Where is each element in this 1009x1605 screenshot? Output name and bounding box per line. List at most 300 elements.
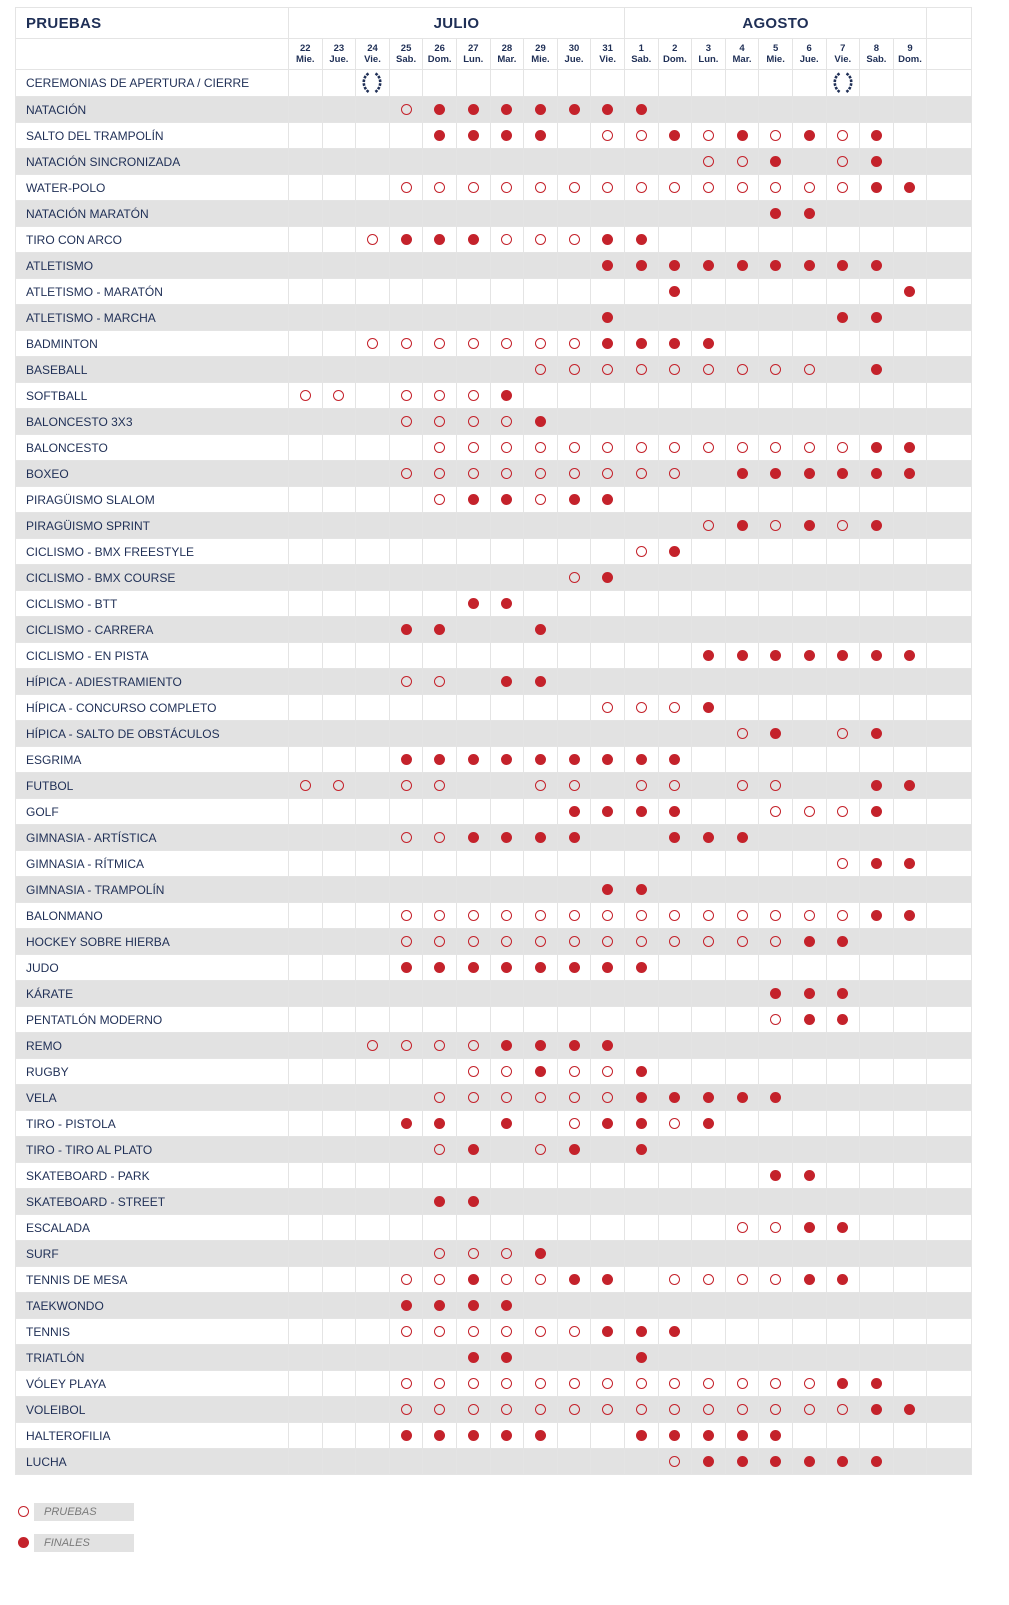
day-cell — [692, 1267, 726, 1293]
day-cell — [658, 357, 692, 383]
event-name: SKATEBOARD - PARK — [16, 1163, 289, 1189]
day-cell — [389, 1319, 423, 1345]
day-cell — [692, 513, 726, 539]
day-cell — [490, 201, 524, 227]
event-name: GOLF — [16, 799, 289, 825]
day-cell — [423, 253, 457, 279]
day-cell — [322, 1059, 356, 1085]
day-weekday: Sab. — [631, 54, 652, 65]
day-cell — [389, 70, 423, 97]
day-cell — [893, 565, 927, 591]
day-cell — [423, 461, 457, 487]
day-number: 9 — [907, 43, 913, 54]
event-marker-open — [602, 1066, 613, 1077]
day-cell — [289, 70, 323, 97]
final-marker-filled — [636, 884, 647, 895]
day-cell — [658, 695, 692, 721]
day-cell — [860, 305, 894, 331]
day-cell — [826, 877, 860, 903]
day-cell — [389, 799, 423, 825]
event-marker-open — [535, 1274, 546, 1285]
day-cell — [356, 1449, 390, 1475]
row-tail — [927, 929, 972, 955]
event-marker-open — [737, 182, 748, 193]
final-marker-filled — [636, 260, 647, 271]
day-cell — [624, 1085, 658, 1111]
day-cell — [658, 903, 692, 929]
day-cell — [356, 305, 390, 331]
event-marker-open — [703, 1404, 714, 1415]
final-marker-filled — [770, 208, 781, 219]
day-cell — [322, 175, 356, 201]
day-cell — [289, 929, 323, 955]
event-marker-open — [535, 182, 546, 193]
final-marker-filled — [401, 1300, 412, 1311]
day-cell — [524, 1345, 558, 1371]
day-cell — [524, 70, 558, 97]
day-cell — [322, 1137, 356, 1163]
day-cell — [322, 565, 356, 591]
event-name: KÁRATE — [16, 981, 289, 1007]
day-cell — [826, 1111, 860, 1137]
day-cell — [456, 357, 490, 383]
event-marker-open — [468, 1404, 479, 1415]
event-name: ATLETISMO - MARATÓN — [16, 279, 289, 305]
day-cell — [322, 929, 356, 955]
day-cell — [289, 383, 323, 409]
row-tail — [927, 825, 972, 851]
day-cell — [524, 1137, 558, 1163]
day-cell — [322, 1397, 356, 1423]
day-cell — [557, 1215, 591, 1241]
final-marker-filled — [401, 624, 412, 635]
event-marker-open — [300, 390, 311, 401]
event-marker-open — [804, 442, 815, 453]
day-cell — [456, 513, 490, 539]
day-cell — [624, 773, 658, 799]
event-marker-open — [770, 806, 781, 817]
day-cell — [289, 149, 323, 175]
event-marker-open — [602, 442, 613, 453]
day-weekday: Mie. — [296, 54, 315, 65]
day-cell — [826, 851, 860, 877]
day-cell — [826, 149, 860, 175]
day-cell — [624, 1007, 658, 1033]
event-marker-open — [468, 1092, 479, 1103]
day-cell — [792, 409, 826, 435]
event-marker-open — [837, 858, 848, 869]
day-cell — [860, 487, 894, 513]
day-cell — [759, 357, 793, 383]
day-cell — [322, 1085, 356, 1111]
day-cell — [591, 149, 625, 175]
day-cell — [557, 1423, 591, 1449]
event-name: GIMNASIA - ARTÍSTICA — [16, 825, 289, 851]
day-cell — [725, 1059, 759, 1085]
day-cell — [389, 1059, 423, 1085]
day-cell — [624, 695, 658, 721]
event-marker-open — [367, 1040, 378, 1051]
event-name: JUDO — [16, 955, 289, 981]
day-cell — [389, 201, 423, 227]
final-marker-filled — [703, 260, 714, 271]
month-header: AGOSTO — [624, 8, 926, 39]
day-cell — [557, 175, 591, 201]
day-cell — [322, 1163, 356, 1189]
day-cell — [624, 799, 658, 825]
row-tail — [927, 357, 972, 383]
day-cell — [860, 513, 894, 539]
day-cell — [524, 1189, 558, 1215]
day-cell — [792, 1111, 826, 1137]
day-cell — [289, 201, 323, 227]
event-marker-open — [569, 1092, 580, 1103]
day-cell — [692, 175, 726, 201]
day-cell — [692, 1215, 726, 1241]
event-marker-open — [703, 442, 714, 453]
event-row — [16, 721, 972, 747]
day-cell — [524, 123, 558, 149]
final-marker-filled — [703, 1118, 714, 1129]
day-cell — [490, 227, 524, 253]
event-marker-open — [737, 442, 748, 453]
day-cell — [826, 617, 860, 643]
event-marker-open — [535, 234, 546, 245]
final-marker-filled — [602, 1326, 613, 1337]
event-marker-open — [669, 1118, 680, 1129]
event-row — [16, 1319, 972, 1345]
event-marker-open — [468, 1326, 479, 1337]
event-row — [16, 591, 972, 617]
day-cell — [557, 643, 591, 669]
day-cell — [423, 1215, 457, 1241]
day-cell — [356, 955, 390, 981]
day-cell — [826, 1345, 860, 1371]
day-cell — [893, 149, 927, 175]
event-marker-open — [737, 728, 748, 739]
day-cell — [725, 877, 759, 903]
day-cell — [389, 643, 423, 669]
day-header — [860, 39, 894, 70]
event-row — [16, 747, 972, 773]
row-tail — [927, 695, 972, 721]
final-marker-filled — [535, 1040, 546, 1051]
event-marker-open — [636, 702, 647, 713]
day-cell — [692, 643, 726, 669]
day-cell — [490, 1449, 524, 1475]
final-marker-filled — [468, 832, 479, 843]
day-cell — [289, 331, 323, 357]
row-tail — [927, 70, 972, 97]
event-marker-open — [401, 416, 412, 427]
day-cell — [792, 1163, 826, 1189]
day-cell — [490, 123, 524, 149]
day-cell — [524, 487, 558, 513]
day-number: 25 — [400, 43, 412, 54]
day-cell — [826, 175, 860, 201]
day-cell — [624, 1397, 658, 1423]
day-cell — [289, 487, 323, 513]
day-cell — [860, 903, 894, 929]
day-cell — [893, 825, 927, 851]
event-marker-open — [401, 1378, 412, 1389]
event-name: CICLISMO - EN PISTA — [16, 643, 289, 669]
day-cell — [725, 409, 759, 435]
day-cell — [658, 669, 692, 695]
final-marker-filled — [871, 650, 882, 661]
day-cell — [624, 877, 658, 903]
event-marker-open — [569, 1326, 580, 1337]
event-marker-open — [770, 182, 781, 193]
day-cell — [524, 903, 558, 929]
day-cell — [524, 279, 558, 305]
day-cell — [557, 617, 591, 643]
day-cell — [826, 1319, 860, 1345]
final-marker-filled — [602, 572, 613, 583]
day-cell — [289, 461, 323, 487]
row-tail — [927, 565, 972, 591]
row-tail — [927, 1007, 972, 1033]
final-marker-filled — [804, 988, 815, 999]
event-name: VÓLEY PLAYA — [16, 1371, 289, 1397]
event-name: BASEBALL — [16, 357, 289, 383]
day-cell — [658, 565, 692, 591]
day-cell — [725, 617, 759, 643]
day-cell — [524, 97, 558, 123]
day-cell — [692, 253, 726, 279]
day-cell — [490, 903, 524, 929]
day-number: 6 — [806, 43, 812, 54]
day-cell — [692, 435, 726, 461]
day-cell — [356, 487, 390, 513]
final-marker-filled — [535, 416, 546, 427]
day-cell — [356, 851, 390, 877]
event-row — [16, 331, 972, 357]
day-cell — [557, 1085, 591, 1111]
day-cell — [490, 1397, 524, 1423]
day-cell — [456, 253, 490, 279]
day-cell — [624, 565, 658, 591]
day-cell — [557, 1345, 591, 1371]
final-marker-filled — [468, 104, 479, 115]
day-cell — [423, 1189, 457, 1215]
final-marker-filled — [871, 728, 882, 739]
final-marker-filled — [569, 806, 580, 817]
day-cell — [725, 565, 759, 591]
day-cell — [792, 305, 826, 331]
day-cell — [725, 825, 759, 851]
event-name: TENNIS DE MESA — [16, 1267, 289, 1293]
day-cell — [860, 591, 894, 617]
day-cell — [624, 461, 658, 487]
row-tail — [927, 851, 972, 877]
day-cell — [792, 1345, 826, 1371]
day-cell — [658, 305, 692, 331]
event-marker-open — [636, 1404, 647, 1415]
day-cell — [725, 1111, 759, 1137]
event-marker-open — [770, 936, 781, 947]
day-cell — [524, 1397, 558, 1423]
day-cell — [792, 1241, 826, 1267]
day-cell — [389, 1423, 423, 1449]
event-row — [16, 227, 972, 253]
day-cell — [423, 877, 457, 903]
event-name: HÍPICA - SALTO DE OBSTÁCULOS — [16, 721, 289, 747]
day-cell — [893, 409, 927, 435]
final-marker-filled — [434, 234, 445, 245]
day-cell — [557, 981, 591, 1007]
day-weekday: Jue. — [329, 54, 349, 65]
day-header — [389, 39, 423, 70]
day-cell — [624, 409, 658, 435]
day-cell — [289, 539, 323, 565]
day-cell — [356, 591, 390, 617]
day-cell — [356, 149, 390, 175]
day-cell — [692, 1189, 726, 1215]
day-cell — [389, 1163, 423, 1189]
final-marker-filled — [871, 520, 882, 531]
final-marker-filled — [636, 962, 647, 973]
day-cell — [624, 1371, 658, 1397]
day-cell — [893, 539, 927, 565]
day-cell — [591, 1319, 625, 1345]
day-cell — [356, 539, 390, 565]
day-cell — [725, 97, 759, 123]
event-name: ESCALADA — [16, 1215, 289, 1241]
final-marker-filled — [602, 338, 613, 349]
day-cell — [725, 123, 759, 149]
day-cell — [860, 773, 894, 799]
day-cell — [759, 747, 793, 773]
day-cell — [322, 617, 356, 643]
day-cell — [322, 721, 356, 747]
day-cell — [759, 227, 793, 253]
final-marker-filled — [804, 650, 815, 661]
day-cell — [792, 123, 826, 149]
day-cell — [658, 331, 692, 357]
day-cell — [524, 1215, 558, 1241]
day-cell — [759, 1293, 793, 1319]
day-cell — [356, 1345, 390, 1371]
day-cell — [860, 227, 894, 253]
day-cell — [322, 409, 356, 435]
day-cell — [289, 1163, 323, 1189]
day-cell — [591, 1111, 625, 1137]
day-cell — [624, 643, 658, 669]
event-marker-open — [468, 1066, 479, 1077]
day-cell — [591, 357, 625, 383]
day-cell — [389, 1137, 423, 1163]
day-cell — [692, 721, 726, 747]
day-cell — [289, 643, 323, 669]
day-cell — [860, 201, 894, 227]
final-marker-filled — [904, 910, 915, 921]
event-row — [16, 1241, 972, 1267]
day-cell — [490, 1059, 524, 1085]
day-cell — [792, 929, 826, 955]
final-marker-filled — [501, 104, 512, 115]
row-tail — [927, 721, 972, 747]
event-row — [16, 1371, 972, 1397]
event-row — [16, 513, 972, 539]
final-marker-filled — [871, 312, 882, 323]
day-cell — [356, 383, 390, 409]
day-cell — [322, 799, 356, 825]
final-marker-filled — [535, 1430, 546, 1441]
event-name: BOXEO — [16, 461, 289, 487]
day-cell — [423, 1007, 457, 1033]
day-cell — [792, 591, 826, 617]
day-cell — [356, 825, 390, 851]
day-cell — [624, 1449, 658, 1475]
day-cell — [289, 1345, 323, 1371]
day-cell — [759, 1319, 793, 1345]
day-cell — [826, 1267, 860, 1293]
day-cell — [792, 1007, 826, 1033]
day-cell — [658, 1449, 692, 1475]
day-cell — [557, 383, 591, 409]
event-row — [16, 877, 972, 903]
day-cell — [658, 539, 692, 565]
day-cell — [557, 1137, 591, 1163]
day-cell — [524, 227, 558, 253]
day-cell — [289, 1293, 323, 1319]
day-cell — [524, 1449, 558, 1475]
day-cell — [289, 1267, 323, 1293]
day-cell — [456, 70, 490, 97]
day-cell — [860, 1215, 894, 1241]
final-marker-filled — [669, 1092, 680, 1103]
day-cell — [289, 1215, 323, 1241]
final-marker-filled — [837, 1274, 848, 1285]
day-cell — [826, 305, 860, 331]
day-cell — [692, 1085, 726, 1111]
day-cell — [860, 409, 894, 435]
row-tail — [927, 1319, 972, 1345]
day-cell — [557, 97, 591, 123]
day-weekday: Dom. — [427, 54, 452, 65]
day-number: 3 — [705, 43, 712, 54]
day-cell — [658, 773, 692, 799]
day-cell — [322, 97, 356, 123]
day-cell — [624, 175, 658, 201]
day-cell — [658, 253, 692, 279]
event-marker-open — [535, 936, 546, 947]
day-cell — [423, 1033, 457, 1059]
event-name: TAEKWONDO — [16, 1293, 289, 1319]
day-header — [826, 39, 860, 70]
final-marker-filled — [569, 1274, 580, 1285]
day-cell — [423, 149, 457, 175]
final-marker-filled — [468, 754, 479, 765]
day-cell — [524, 331, 558, 357]
day-cell — [322, 591, 356, 617]
day-cell — [826, 591, 860, 617]
final-marker-filled — [535, 624, 546, 635]
day-cell — [725, 461, 759, 487]
day-cell — [692, 409, 726, 435]
day-cell — [624, 97, 658, 123]
day-cell — [692, 591, 726, 617]
filled-circle-icon — [18, 1537, 29, 1548]
final-marker-filled — [468, 962, 479, 973]
day-cell — [860, 877, 894, 903]
day-cell — [893, 799, 927, 825]
final-marker-filled — [636, 1066, 647, 1077]
day-cell — [423, 643, 457, 669]
event-marker-open — [434, 1404, 445, 1415]
day-cell — [692, 617, 726, 643]
